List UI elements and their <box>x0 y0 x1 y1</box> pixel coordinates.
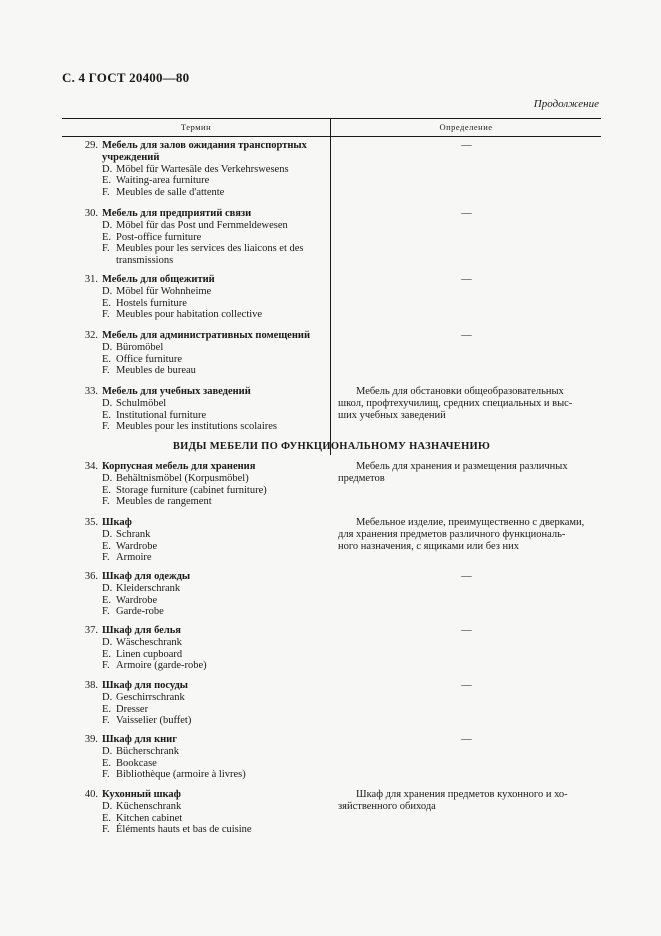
term-french: Armoire <box>116 552 152 564</box>
term-name: Шкаф для белья <box>102 625 181 636</box>
definition <box>338 517 595 553</box>
term-french: Meubles pour les services des liaicons et des <box>116 243 304 255</box>
entry-number: 32. <box>84 330 98 341</box>
term-english: Kitchen cabinet <box>116 812 183 824</box>
definition-line: Мебель для хранения и размещения различных <box>356 461 568 472</box>
term-english: Waiting-area furniture <box>116 175 210 187</box>
definition-line: зяйственного обихода <box>338 801 436 812</box>
term-german: Büromöbel <box>116 341 164 353</box>
term-name: Корпусная мебель для хранения <box>102 461 256 472</box>
lang-label-en: E. <box>102 484 112 496</box>
lang-label-de: D. <box>102 472 113 484</box>
lang-label-fr: F. <box>102 365 110 377</box>
entry-number: 38. <box>84 680 98 691</box>
column-header-definition: Определение <box>439 122 493 132</box>
definition-line: ного назначения, с ящиками или без них <box>338 541 520 552</box>
term-name: Шкаф для книг <box>102 734 177 745</box>
term-german: Behältnismöbel (Korpusmöbel) <box>116 472 249 484</box>
lang-label-en: E. <box>102 540 112 552</box>
entry-number: 40. <box>84 789 98 800</box>
term-french: Bibliothèque (armoire à livres) <box>116 769 246 781</box>
lang-label-en: E. <box>102 175 112 187</box>
term-name: Шкаф для одежды <box>102 571 191 582</box>
definition-line: школ, профтехучилищ, средних специальных и выс- <box>338 398 573 409</box>
definition: — <box>461 734 472 745</box>
lang-label-fr: F. <box>102 769 110 781</box>
lang-label-de: D. <box>102 397 113 409</box>
term-french: Meubles de bureau <box>116 365 196 377</box>
term-french: Meubles de salle d'attente <box>116 187 225 199</box>
terms-table <box>62 118 601 836</box>
lang-label-de: D. <box>102 745 113 757</box>
term-german: Schrank <box>116 528 151 540</box>
definition-line: ших учебных заведений <box>338 410 446 421</box>
lang-label-fr: F. <box>102 421 110 433</box>
table-header <box>62 118 601 137</box>
lang-label-fr: F. <box>102 715 110 727</box>
term-name: Мебель для предприятий связи <box>102 208 252 219</box>
definition <box>338 461 595 485</box>
term-french: Meubles pour habitation collective <box>116 309 263 321</box>
definition <box>338 789 595 813</box>
term-german: Kleiderschrank <box>116 582 181 594</box>
lang-label-en: E. <box>102 812 112 824</box>
lang-label-de: D. <box>102 636 113 648</box>
term-french: Vaisselier (buffet) <box>116 715 192 727</box>
lang-label-de: D. <box>102 163 113 175</box>
definition: — <box>461 625 472 636</box>
lang-label-fr: F. <box>102 606 110 618</box>
definition: — <box>461 330 472 341</box>
entry-number: 35. <box>84 517 98 528</box>
term-name: Мебель для учебных заведений <box>102 386 251 397</box>
lang-label-de: D. <box>102 691 113 703</box>
lang-label-en: E. <box>102 353 112 365</box>
term-english: Office furniture <box>116 353 182 365</box>
entry-number: 31. <box>84 274 98 285</box>
term-english: Bookcase <box>116 757 157 769</box>
definition: — <box>461 140 472 151</box>
definition: — <box>461 274 472 285</box>
term-english: Linen cupboard <box>116 648 183 660</box>
lang-label-fr: F. <box>102 660 110 672</box>
section-title: ВИДЫ МЕБЕЛИ ПО ФУНКЦИОНАЛЬНОМУ НАЗНАЧЕНИЮ <box>172 441 491 452</box>
definition-line: Шкаф для хранения предметов кухонного и хо- <box>356 789 568 800</box>
lang-label-de: D. <box>102 528 113 540</box>
lang-label-fr: F. <box>102 824 110 836</box>
column-header-term: Термин <box>62 119 331 136</box>
lang-label-fr: F. <box>102 552 110 564</box>
lang-label-fr: F. <box>102 243 110 255</box>
term-name: Мебель для общежитий <box>102 274 215 285</box>
lang-label-fr: F. <box>102 309 110 321</box>
definition-line: Мебельное изделие, преимущественно с дверками, <box>356 517 585 528</box>
term-name: Мебель для залов ожидания транспортных <box>102 140 307 151</box>
page-header: С. 4 ГОСТ 20400—80 <box>62 70 190 85</box>
definition <box>338 386 595 422</box>
term-french: Éléments hauts et bas de cuisine <box>116 824 252 836</box>
term-name: Шкаф для посуды <box>102 680 188 691</box>
definition-line: для хранения предметов различного функциональ- <box>338 529 566 540</box>
term-name: Мебель для административных помещений <box>102 330 310 341</box>
definition: — <box>461 571 472 582</box>
term-english: Institutional furniture <box>116 409 207 421</box>
term-english: Hostels furniture <box>116 297 187 309</box>
entry-number: 36. <box>84 571 98 582</box>
entry-number: 34. <box>84 461 98 472</box>
entry-number: 39. <box>84 734 98 745</box>
lang-label-en: E. <box>102 409 112 421</box>
entry-number: 30. <box>84 208 98 219</box>
term-french: Meubles pour les institutions scolaires <box>116 421 277 433</box>
lang-label-en: E. <box>102 757 112 769</box>
term-german: Küchenschrank <box>116 800 182 812</box>
lang-label-de: D. <box>102 219 113 231</box>
lang-label-de: D. <box>102 341 113 353</box>
lang-label-en: E. <box>102 297 112 309</box>
term-french: Garde-robe <box>116 606 164 618</box>
definition: — <box>461 208 472 219</box>
term-english: Post-office furniture <box>116 231 202 243</box>
lang-label-en: E. <box>102 231 112 243</box>
entry-number: 37. <box>84 625 98 636</box>
term-german: Möbel für das Post und Fernmeldewesen <box>116 219 288 231</box>
term-german: Möbel für Wartesäle des Verkehrswesens <box>116 163 289 175</box>
term-name: Шкаф <box>102 517 132 528</box>
term-english: Wardrobe <box>116 540 158 552</box>
column-divider <box>330 135 331 455</box>
definition: — <box>461 680 472 691</box>
term-german: Schulmöbel <box>116 397 167 409</box>
lang-label-en: E. <box>102 648 112 660</box>
entry-number: 33. <box>84 386 98 397</box>
lang-label-en: E. <box>102 703 112 715</box>
term-english: Storage furniture (cabinet furniture) <box>116 484 267 496</box>
term-english: Wardrobe <box>116 594 158 606</box>
entry-number: 29. <box>84 140 98 151</box>
continuation-label: Продолжение <box>533 98 599 110</box>
term-german: Wäscheschrank <box>116 636 182 648</box>
term-french: Armoire (garde-robe) <box>116 660 207 672</box>
lang-label-de: D. <box>102 285 113 297</box>
term-french-continued: transmissions <box>116 255 174 267</box>
term-german: Geschirrschrank <box>116 691 185 703</box>
term-english: Dresser <box>116 703 149 715</box>
definition-line: предметов <box>338 473 385 484</box>
definition-line: Мебель для обстановки общеобразовательных <box>356 386 564 397</box>
term-name: Кухонный шкаф <box>102 789 181 800</box>
lang-label-en: E. <box>102 594 112 606</box>
term-french: Meubles de rangement <box>116 496 212 508</box>
lang-label-de: D. <box>102 800 113 812</box>
lang-label-fr: F. <box>102 187 110 199</box>
term-name-continued: учреждений <box>102 151 160 163</box>
term-german: Bücherschrank <box>116 745 179 757</box>
lang-label-de: D. <box>102 582 113 594</box>
term-german: Möbel für Wohnheime <box>116 285 212 297</box>
lang-label-fr: F. <box>102 496 110 508</box>
